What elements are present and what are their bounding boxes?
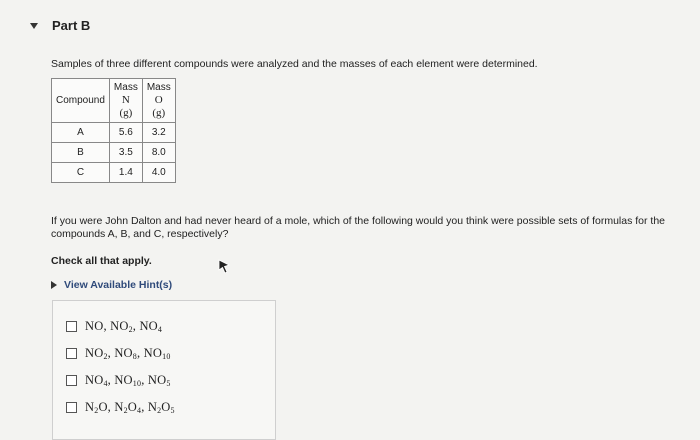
mass-o-cell: 8.0 <box>142 143 175 163</box>
formula-text: $NO_4$, $NO_{10}$, $NO_5$ <box>85 373 171 388</box>
answer-option-1[interactable] <box>66 319 162 334</box>
formula-text: $NO_2$, $NO_8$, $NO_{10}$ <box>85 346 171 361</box>
mass-n-unit: (g) <box>119 107 133 119</box>
answer-option-4[interactable] <box>66 400 175 415</box>
answer-option-3[interactable] <box>66 373 171 388</box>
collapse-caret-icon[interactable] <box>30 23 38 29</box>
mass-n-cell: 1.4 <box>109 163 142 183</box>
mass-o-cell: 4.0 <box>142 163 175 183</box>
question-text: If you were John Dalton and had never heard of a mole, which of the following would you think were possible sets of formulas for the compounds A, B, and C, respectively? <box>51 215 666 240</box>
mass-n-cell: 3.5 <box>109 143 142 163</box>
compound-header: Compound <box>52 79 110 123</box>
mass-o-cell: 3.2 <box>142 123 175 143</box>
checkbox[interactable] <box>66 375 77 386</box>
view-hints-toggle[interactable] <box>51 279 172 291</box>
checkbox[interactable] <box>66 321 77 332</box>
part-title: Part B <box>52 18 91 33</box>
mass-n-header <box>109 79 142 123</box>
table-row <box>52 163 176 183</box>
checkbox[interactable] <box>66 402 77 413</box>
mass-n-label: Mass <box>113 82 138 93</box>
table-row <box>52 143 176 163</box>
mass-n-symbol: N <box>121 94 130 106</box>
answer-options <box>52 300 276 440</box>
compound-cell: C <box>52 163 110 183</box>
mass-o-label: Mass <box>146 82 171 93</box>
mass-o-unit: (g) <box>152 107 166 119</box>
intro-text: Samples of three different compounds were analyzed and the masses of each element were determined. <box>51 58 538 70</box>
mass-o-symbol: O <box>154 94 163 106</box>
checkbox[interactable] <box>66 348 77 359</box>
formula-text: NO, $NO_2$, $NO_4$ <box>85 319 163 334</box>
answer-option-2[interactable] <box>66 346 171 361</box>
mass-o-header <box>142 79 175 123</box>
mass-table <box>51 78 176 183</box>
formula-text: $N_2O$, $N_2O_4$, $N_2O_5$ <box>85 400 175 415</box>
view-hints-label: View Available Hint(s) <box>64 279 173 291</box>
instruction-text: Check all that apply. <box>51 255 152 267</box>
mass-n-cell: 5.6 <box>109 123 142 143</box>
mouse-cursor-icon <box>217 259 231 275</box>
compound-cell: A <box>52 123 110 143</box>
compound-cell: B <box>52 143 110 163</box>
expand-caret-icon <box>51 281 57 289</box>
part-header[interactable] <box>30 18 90 33</box>
table-row <box>52 123 176 143</box>
